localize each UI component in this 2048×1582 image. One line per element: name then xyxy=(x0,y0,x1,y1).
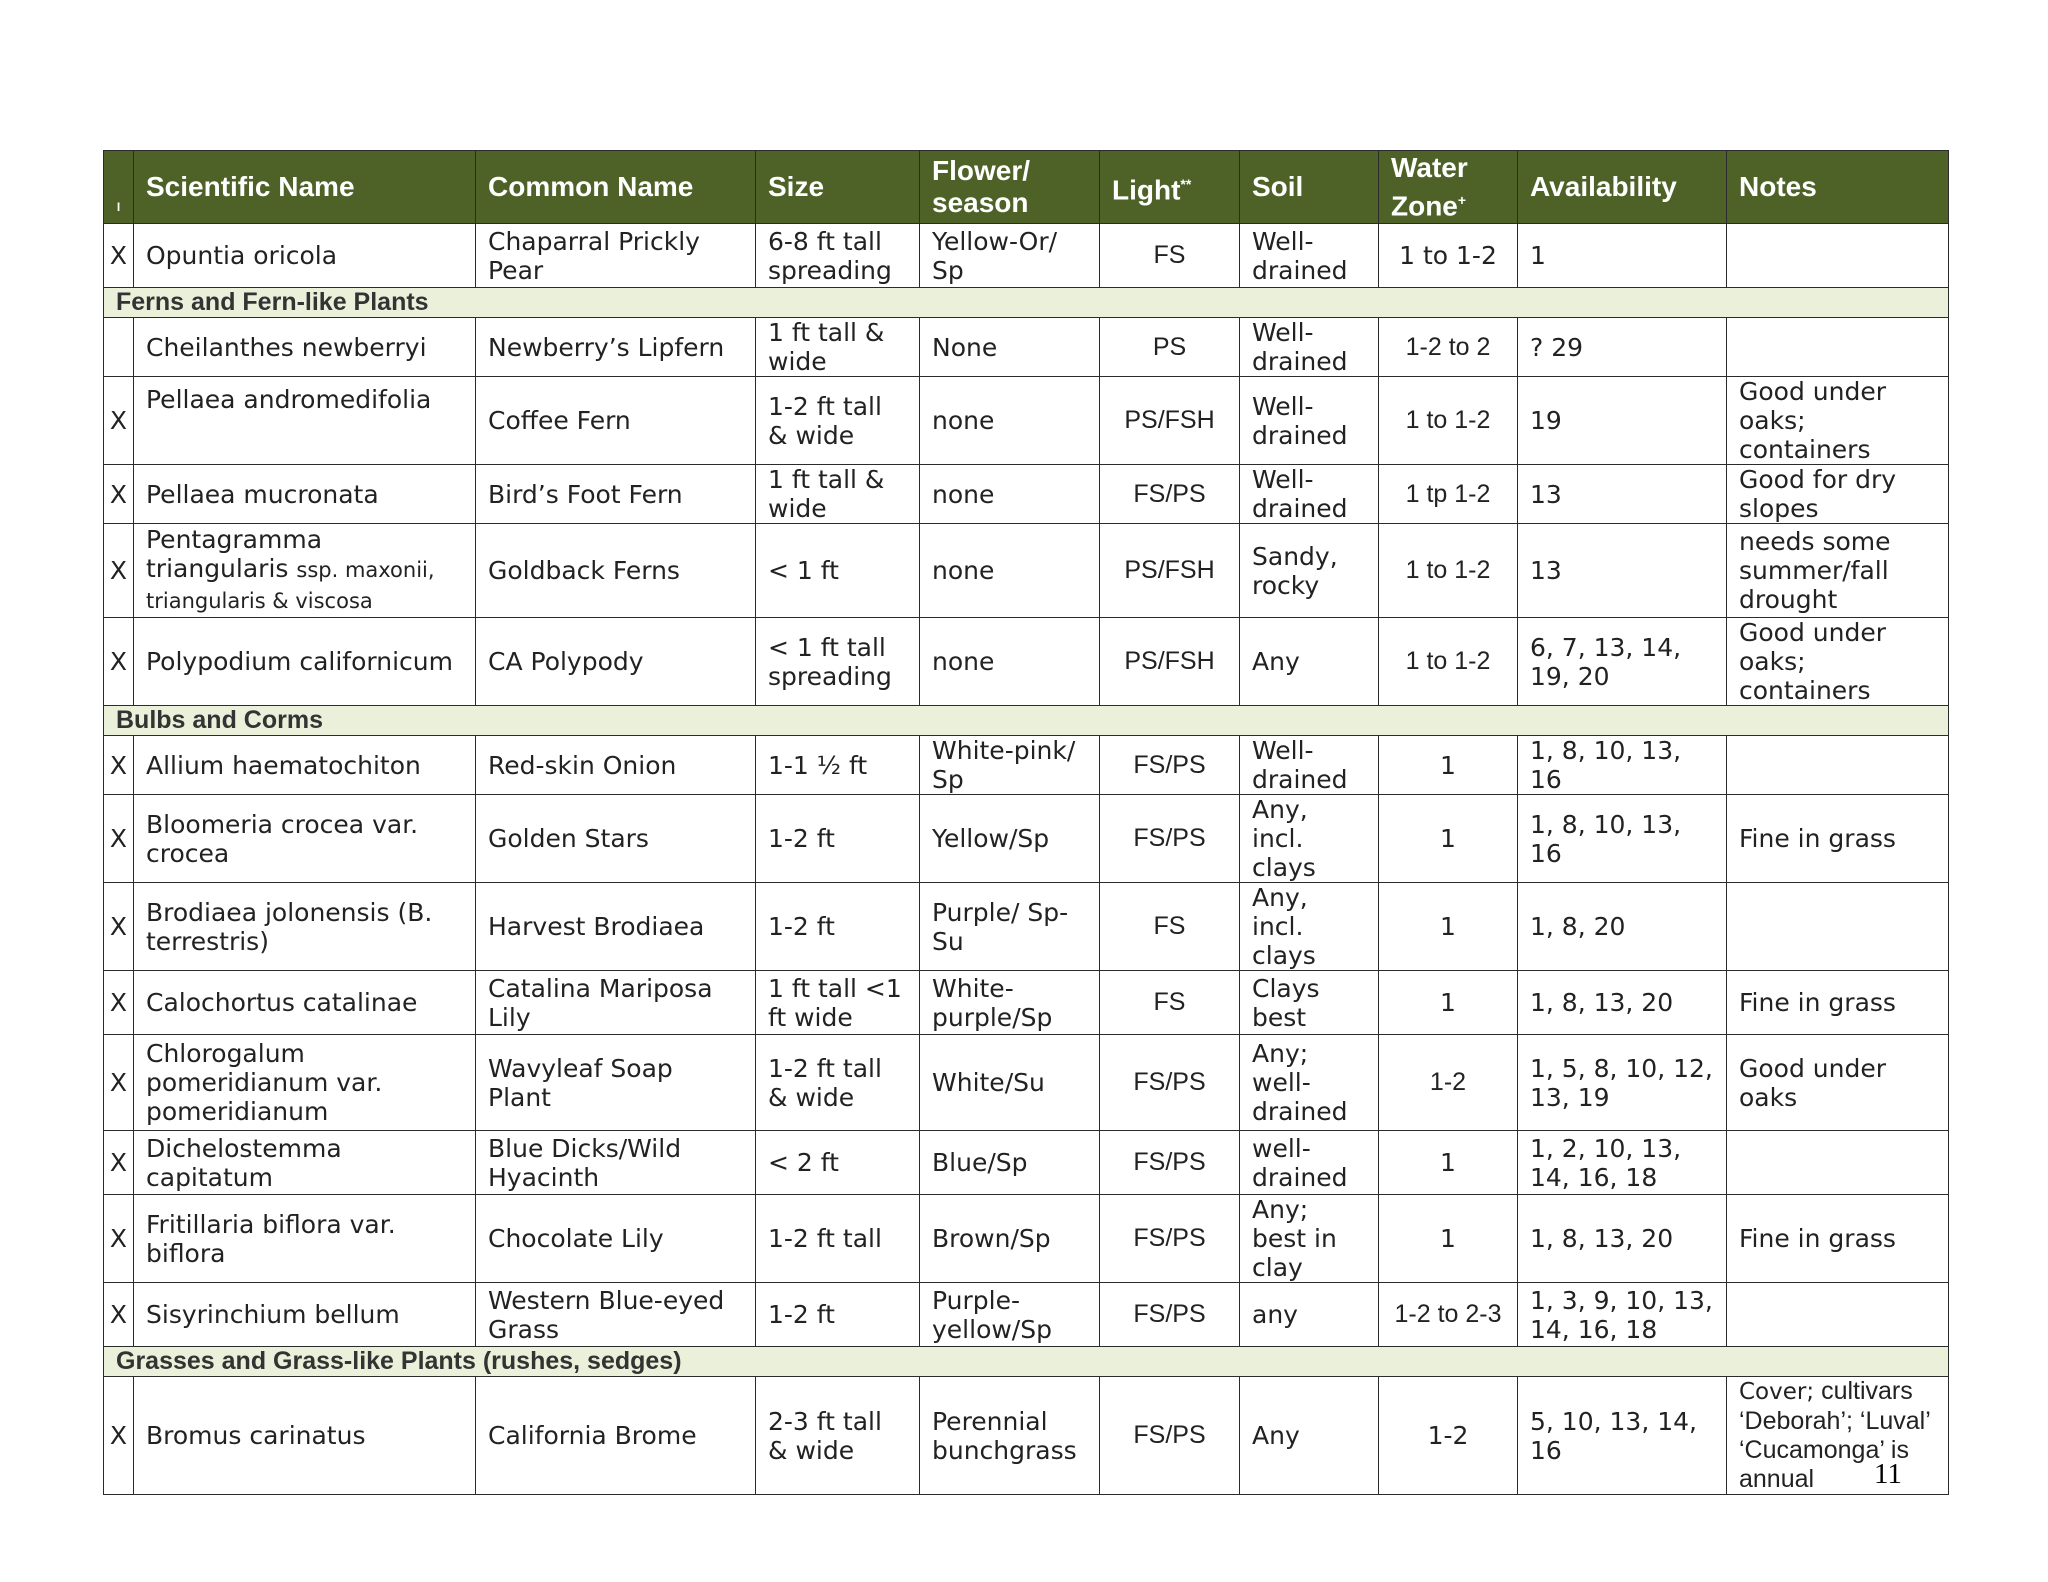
flower-season: Brown/Sp xyxy=(920,1195,1100,1283)
common-name: Red-skin Onion xyxy=(476,736,756,795)
availability: 1 xyxy=(1518,224,1727,288)
soil: Any, incl. clays xyxy=(1240,883,1379,971)
light: PS/FSH xyxy=(1100,377,1240,465)
table-row xyxy=(104,1377,1949,1495)
header-light xyxy=(1100,151,1240,224)
common-name: Chaparral Prickly Pear xyxy=(476,224,756,288)
notes: needs some summer/fall drought xyxy=(1727,524,1949,618)
notes xyxy=(1727,883,1949,971)
light: FS xyxy=(1100,883,1240,971)
size: 1 ft tall & wide xyxy=(756,318,920,377)
scientific-name: Allium haematochiton xyxy=(134,736,476,795)
soil: Any xyxy=(1240,1377,1379,1495)
flower-season: Yellow-Or/ Sp xyxy=(920,224,1100,288)
header-water-label: Water Zone xyxy=(1391,151,1468,222)
light: FS/PS xyxy=(1100,795,1240,883)
page-number: 11 xyxy=(1874,1458,1902,1490)
light: FS/PS xyxy=(1100,465,1240,524)
common-name: CA Polypody xyxy=(476,618,756,706)
section-grasses xyxy=(104,1347,1949,1377)
soil: Any xyxy=(1240,618,1379,706)
soil: Well-drained xyxy=(1240,224,1379,288)
check-mark: X xyxy=(104,736,134,795)
header-check: I xyxy=(104,151,134,224)
section-title: Grasses and Grass-like Plants (rushes, sedges) xyxy=(104,1347,1949,1377)
flower-season: none xyxy=(920,465,1100,524)
light: FS/PS xyxy=(1100,736,1240,795)
water-zone: 1 xyxy=(1379,1195,1518,1283)
flower-season: none xyxy=(920,524,1100,618)
table-row xyxy=(104,1283,1949,1347)
water-zone: 1 tp 1-2 xyxy=(1379,465,1518,524)
availability: 1, 8, 13, 20 xyxy=(1518,971,1727,1035)
scientific-name: Calochortus catalinae xyxy=(134,971,476,1035)
table-row xyxy=(104,971,1949,1035)
size: 1-2 ft tall xyxy=(756,1195,920,1283)
header-soil: Soil xyxy=(1240,151,1379,224)
size: 1-2 ft xyxy=(756,795,920,883)
common-name: Harvest Brodiaea xyxy=(476,883,756,971)
table-row xyxy=(104,318,1949,377)
soil: Sandy, rocky xyxy=(1240,524,1379,618)
notes xyxy=(1727,224,1949,288)
soil: Any; well-drained xyxy=(1240,1035,1379,1131)
table-row xyxy=(104,1131,1949,1195)
table-row xyxy=(104,224,1949,288)
availability: 1, 5, 8, 10, 12, 13, 19 xyxy=(1518,1035,1727,1131)
check-mark: X xyxy=(104,1195,134,1283)
size: 1-2 ft xyxy=(756,883,920,971)
notes xyxy=(1727,318,1949,377)
availability: 19 xyxy=(1518,377,1727,465)
flower-season: White/Su xyxy=(920,1035,1100,1131)
soil: any xyxy=(1240,1283,1379,1347)
check-mark: X xyxy=(104,795,134,883)
soil: well-drained xyxy=(1240,1131,1379,1195)
table-row xyxy=(104,465,1949,524)
section-ferns xyxy=(104,288,1949,318)
flower-season: Purple/ Sp-Su xyxy=(920,883,1100,971)
flower-season: Purple-yellow/Sp xyxy=(920,1283,1100,1347)
size: 1-2 ft xyxy=(756,1283,920,1347)
light: PS/FSH xyxy=(1100,524,1240,618)
water-zone: 1 xyxy=(1379,971,1518,1035)
common-name: Wavyleaf Soap Plant xyxy=(476,1035,756,1131)
header-notes: Notes xyxy=(1727,151,1949,224)
table-row xyxy=(104,1195,1949,1283)
notes-cultivars: cultivars ‘Deborah’; ‘Luval’ ‘Cucamonga’ is annual xyxy=(1739,1377,1930,1493)
flower-season: none xyxy=(920,618,1100,706)
notes xyxy=(1727,736,1949,795)
size: 6-8 ft tall spreading xyxy=(756,224,920,288)
water-zone: 1 xyxy=(1379,736,1518,795)
common-name: Coffee Fern xyxy=(476,377,756,465)
availability: ? 29 xyxy=(1518,318,1727,377)
water-zone: 1-2 to 2-3 xyxy=(1379,1283,1518,1347)
scientific-name: Dichelostemma capitatum xyxy=(134,1131,476,1195)
soil: Well-drained xyxy=(1240,736,1379,795)
check-mark: X xyxy=(104,1131,134,1195)
availability: 13 xyxy=(1518,524,1727,618)
notes: Fine in grass xyxy=(1727,1195,1949,1283)
common-name: Western Blue-eyed Grass xyxy=(476,1283,756,1347)
common-name: Newberry’s Lipfern xyxy=(476,318,756,377)
soil: Well-drained xyxy=(1240,318,1379,377)
check-mark: X xyxy=(104,971,134,1035)
check-mark: X xyxy=(104,465,134,524)
check-mark: X xyxy=(104,1035,134,1131)
scientific-name: Brodiaea jolonensis (B. terrestris) xyxy=(134,883,476,971)
common-name: Blue Dicks/Wild Hyacinth xyxy=(476,1131,756,1195)
check-mark: X xyxy=(104,377,134,465)
size: 1 ft tall & wide xyxy=(756,465,920,524)
availability: 1, 8, 10, 13, 16 xyxy=(1518,736,1727,795)
flower-season: None xyxy=(920,318,1100,377)
water-zone: 1 to 1-2 xyxy=(1379,524,1518,618)
water-zone: 1 to 1-2 xyxy=(1379,618,1518,706)
availability: 5, 10, 13, 14, 16 xyxy=(1518,1377,1727,1495)
availability: 1, 8, 10, 13, 16 xyxy=(1518,795,1727,883)
flower-season: Blue/Sp xyxy=(920,1131,1100,1195)
table-row xyxy=(104,377,1949,465)
size: 1-2 ft tall & wide xyxy=(756,1035,920,1131)
notes: Good for dry slopes xyxy=(1727,465,1949,524)
scientific-name: Chlorogalum pomeridianum var. pomeridianum xyxy=(134,1035,476,1131)
header-light-label: Light xyxy=(1112,174,1181,206)
table-row xyxy=(104,524,1949,618)
notes xyxy=(1727,1283,1949,1347)
check-mark: X xyxy=(104,618,134,706)
availability: 1, 8, 13, 20 xyxy=(1518,1195,1727,1283)
header-flower-season: Flower/ season xyxy=(920,151,1100,224)
plant-table xyxy=(103,150,1949,1495)
check-mark: X xyxy=(104,224,134,288)
water-zone: 1-2 xyxy=(1379,1377,1518,1495)
check-mark xyxy=(104,318,134,377)
common-name: Golden Stars xyxy=(476,795,756,883)
notes xyxy=(1727,1131,1949,1195)
scientific-name: Cheilanthes newberryi xyxy=(134,318,476,377)
table-row xyxy=(104,883,1949,971)
scientific-name: Polypodium californicum xyxy=(134,618,476,706)
soil: Well-drained xyxy=(1240,465,1379,524)
light: PS/FSH xyxy=(1100,618,1240,706)
check-mark: X xyxy=(104,883,134,971)
scientific-name: Pellaea mucronata xyxy=(134,465,476,524)
size: 2-3 ft tall & wide xyxy=(756,1377,920,1495)
water-zone: 1 xyxy=(1379,795,1518,883)
water-zone: 1 xyxy=(1379,1131,1518,1195)
soil: Any, incl. clays xyxy=(1240,795,1379,883)
water-zone: 1-2 xyxy=(1379,1035,1518,1131)
flower-season: White-pink/ Sp xyxy=(920,736,1100,795)
header-scientific-name: Scientific Name xyxy=(134,151,476,224)
flower-season: White-purple/Sp xyxy=(920,971,1100,1035)
water-zone: 1-2 to 2 xyxy=(1379,318,1518,377)
common-name: Goldback Ferns xyxy=(476,524,756,618)
light: FS xyxy=(1100,971,1240,1035)
header-common-name: Common Name xyxy=(476,151,756,224)
check-mark: X xyxy=(104,1283,134,1347)
availability: 1, 2, 10, 13, 14, 16, 18 xyxy=(1518,1131,1727,1195)
scientific-name-genus: Pentagramma triangularis xyxy=(146,525,323,583)
light: PS xyxy=(1100,318,1240,377)
availability: 13 xyxy=(1518,465,1727,524)
flower-season: Perennial bunchgrass xyxy=(920,1377,1100,1495)
table-row xyxy=(104,736,1949,795)
header-water-zone xyxy=(1379,151,1518,224)
header-availability: Availability xyxy=(1518,151,1727,224)
water-zone: 1 xyxy=(1379,883,1518,971)
header-light-mark: ** xyxy=(1180,175,1192,192)
notes: Fine in grass xyxy=(1727,795,1949,883)
common-name: Chocolate Lily xyxy=(476,1195,756,1283)
scientific-name-varieties: triangularis & viscosa xyxy=(146,589,373,613)
soil: Clays best xyxy=(1240,971,1379,1035)
size: < 1 ft xyxy=(756,524,920,618)
light: FS/PS xyxy=(1100,1283,1240,1347)
notes xyxy=(1727,1377,1949,1495)
size: 1-1 ½ ft xyxy=(756,736,920,795)
scientific-name: Fritillaria biflora var. biflora xyxy=(134,1195,476,1283)
availability: 1, 8, 20 xyxy=(1518,883,1727,971)
header-water-mark: + xyxy=(1457,191,1467,208)
scientific-name: Pellaea andromedifolia xyxy=(134,377,476,465)
notes-cover: Cover; xyxy=(1739,1379,1815,1405)
light: FS/PS xyxy=(1100,1035,1240,1131)
size: 1 ft tall <1 ft wide xyxy=(756,971,920,1035)
check-mark: X xyxy=(104,1377,134,1495)
common-name: California Brome xyxy=(476,1377,756,1495)
notes: Fine in grass xyxy=(1727,971,1949,1035)
header-row xyxy=(104,151,1949,224)
light: FS/PS xyxy=(1100,1131,1240,1195)
notes: Good under oaks; containers xyxy=(1727,377,1949,465)
header-size: Size xyxy=(756,151,920,224)
table-row xyxy=(104,1035,1949,1131)
common-name: Catalina Mariposa Lily xyxy=(476,971,756,1035)
water-zone: 1 to 1-2 xyxy=(1379,224,1518,288)
water-zone: 1 to 1-2 xyxy=(1379,377,1518,465)
soil: Any; best in clay xyxy=(1240,1195,1379,1283)
section-title: Ferns and Fern-like Plants xyxy=(104,288,1949,318)
section-bulbs xyxy=(104,706,1949,736)
availability: 1, 3, 9, 10, 13, 14, 16, 18 xyxy=(1518,1283,1727,1347)
scientific-name: Bloomeria crocea var. crocea xyxy=(134,795,476,883)
scientific-name: Opuntia oricola xyxy=(134,224,476,288)
flower-season: none xyxy=(920,377,1100,465)
light: FS/PS xyxy=(1100,1195,1240,1283)
notes: Good under oaks xyxy=(1727,1035,1949,1131)
size: 1-2 ft tall & wide xyxy=(756,377,920,465)
section-title: Bulbs and Corms xyxy=(104,706,1949,736)
size: < 1 ft tall spreading xyxy=(756,618,920,706)
size: < 2 ft xyxy=(756,1131,920,1195)
scientific-name xyxy=(134,524,476,618)
table-row xyxy=(104,795,1949,883)
common-name: Bird’s Foot Fern xyxy=(476,465,756,524)
notes: Good under oaks; containers xyxy=(1727,618,1949,706)
table-row xyxy=(104,618,1949,706)
scientific-name-ssp: ssp. maxonii, xyxy=(296,558,435,582)
light: FS/PS xyxy=(1100,1377,1240,1495)
flower-season: Yellow/Sp xyxy=(920,795,1100,883)
soil: Well-drained xyxy=(1240,377,1379,465)
scientific-name: Bromus carinatus xyxy=(134,1377,476,1495)
light: FS xyxy=(1100,224,1240,288)
scientific-name: Sisyrinchium bellum xyxy=(134,1283,476,1347)
availability: 6, 7, 13, 14, 19, 20 xyxy=(1518,618,1727,706)
check-mark: X xyxy=(104,524,134,618)
